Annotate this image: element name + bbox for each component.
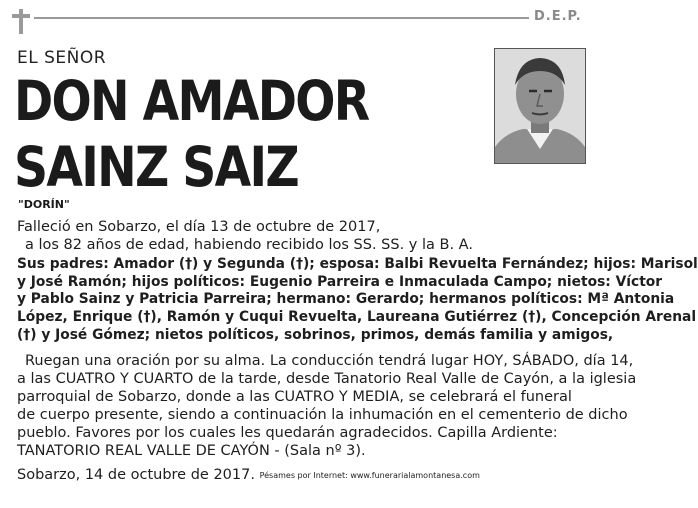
dep-label: D.E.P. xyxy=(534,9,582,24)
family-line: (†) y José Gómez; nietos políticos, sobrinos, primos, demás familia y amigos, xyxy=(17,326,614,343)
ceremony-line: parroquial de Sobarzo, donde a las CUATRO Y MEDIA, se celebrará el funeral xyxy=(17,389,572,405)
title-prefix: EL SEÑOR xyxy=(17,48,107,68)
header-rule xyxy=(34,17,529,19)
intro-line: Falleció en Sobarzo, el día 13 de octubre de 2017, xyxy=(17,219,381,235)
ceremony-line: de cuerpo presente, siendo a continuación la inhumación en el cementerio de dicho xyxy=(17,407,628,423)
ceremony-line: TANATORIO REAL VALLE DE CAYÓN - (Sala nº 3). xyxy=(17,443,366,459)
ceremony-line: a las CUATRO Y CUARTO de la tarde, desde Tanatorio Real Valle de Cayón, a la iglesia xyxy=(17,371,637,387)
family-list xyxy=(17,256,698,345)
family-line: y José Ramón; hijos políticos: Eugenio Parreira e Inmaculada Campo; nietos: Víctor xyxy=(17,273,663,290)
header-bar xyxy=(0,0,600,32)
nickname: "DORÍN" xyxy=(18,198,70,211)
deceased-name-line2: SAINZ SAIZ xyxy=(14,135,299,199)
deceased-name-line1: DON AMADOR xyxy=(14,69,369,133)
intro-line: a los 82 años de edad, habiendo recibido los SS. SS. y la B. A. xyxy=(25,237,473,253)
footer xyxy=(17,466,587,485)
family-line: López, Enrique (†), Ramón y Cuqui Revuelta, Laureana Gutiérrez (†), Concepción Arenal xyxy=(17,309,697,326)
family-line: y Pablo Sainz y Patricia Parreira; hermano: Gerardo; hermanos políticos: Mª Antonia xyxy=(17,291,675,308)
family-line: Sus padres: Amador (†) y Segunda (†); esposa: Balbi Revuelta Fernández; hijos: Marisol xyxy=(17,256,698,272)
portrait-photo xyxy=(494,48,586,164)
place-date: Sobarzo, 14 de octubre de 2017. xyxy=(17,467,255,483)
condolences-link[interactable]: Pésames por Internet: www.funerarialamontanesa.com xyxy=(259,471,480,480)
death-notice xyxy=(17,218,587,254)
ceremony-line: pueblo. Favores por los cuales les quedarán agradecidos. Capilla Ardiente: xyxy=(17,425,558,441)
ceremony-line: Ruegan una oración por su alma. La conducción tendrá lugar HOY, SÁBADO, día 14, xyxy=(25,353,634,369)
ceremony-details xyxy=(17,352,637,460)
